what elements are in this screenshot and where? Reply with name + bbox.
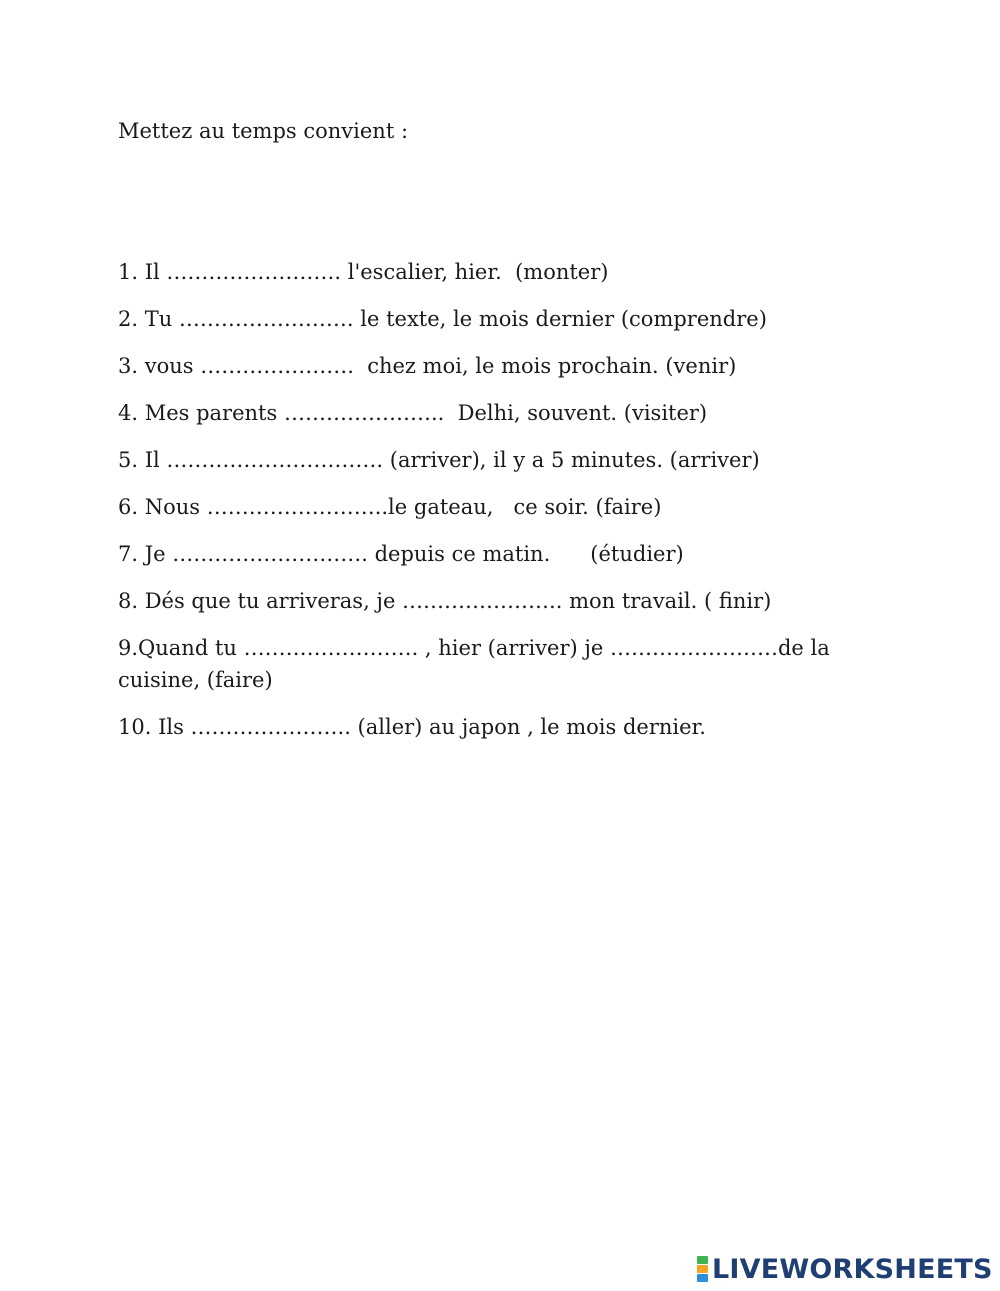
exercise-item-7: 7. Je ………………………. depuis ce matin. (étudier) bbox=[118, 542, 684, 566]
exercise-item-8: 8. Dés que tu arriveras, je ………………….. mon travail. ( finir) bbox=[118, 589, 772, 613]
exercise-item-5: 5. Il …………………………. (arriver), il y a 5 minutes. (arriver) bbox=[118, 448, 760, 472]
exercise-item-1: 1. Il ……………………. l'escalier, hier. (monter) bbox=[118, 260, 609, 284]
logo-block-green bbox=[697, 1256, 708, 1264]
liveworksheets-logo bbox=[697, 1253, 993, 1285]
logo-text: LIVEWORKSHEETS bbox=[712, 1253, 993, 1285]
exercise-item-9: 9.Quand tu ……………………. , hier (arriver) je ……………………de la cuisine, (faire) bbox=[118, 636, 837, 692]
exercise-item-10: 10. Ils ………………….. (aller) au japon , le mois dernier. bbox=[118, 715, 706, 739]
exercise-item-4: 4. Mes parents ………………….. Delhi, souvent. (visiter) bbox=[118, 401, 708, 425]
exercise-list bbox=[118, 256, 898, 758]
logo-block-orange bbox=[697, 1265, 708, 1273]
instruction-text: Mettez au temps convient : bbox=[118, 119, 409, 143]
exercise-item-3: 3. vous …………………. chez moi, le mois prochain. (venir) bbox=[118, 354, 737, 378]
logo-blocks-icon bbox=[697, 1256, 708, 1282]
exercise-item-2: 2. Tu ……………………. le texte, le mois dernier (comprendre) bbox=[118, 307, 767, 331]
logo-block-blue bbox=[697, 1274, 708, 1282]
exercise-item-6: 6. Nous ……………………..le gateau, ce soir. (faire) bbox=[118, 495, 662, 519]
